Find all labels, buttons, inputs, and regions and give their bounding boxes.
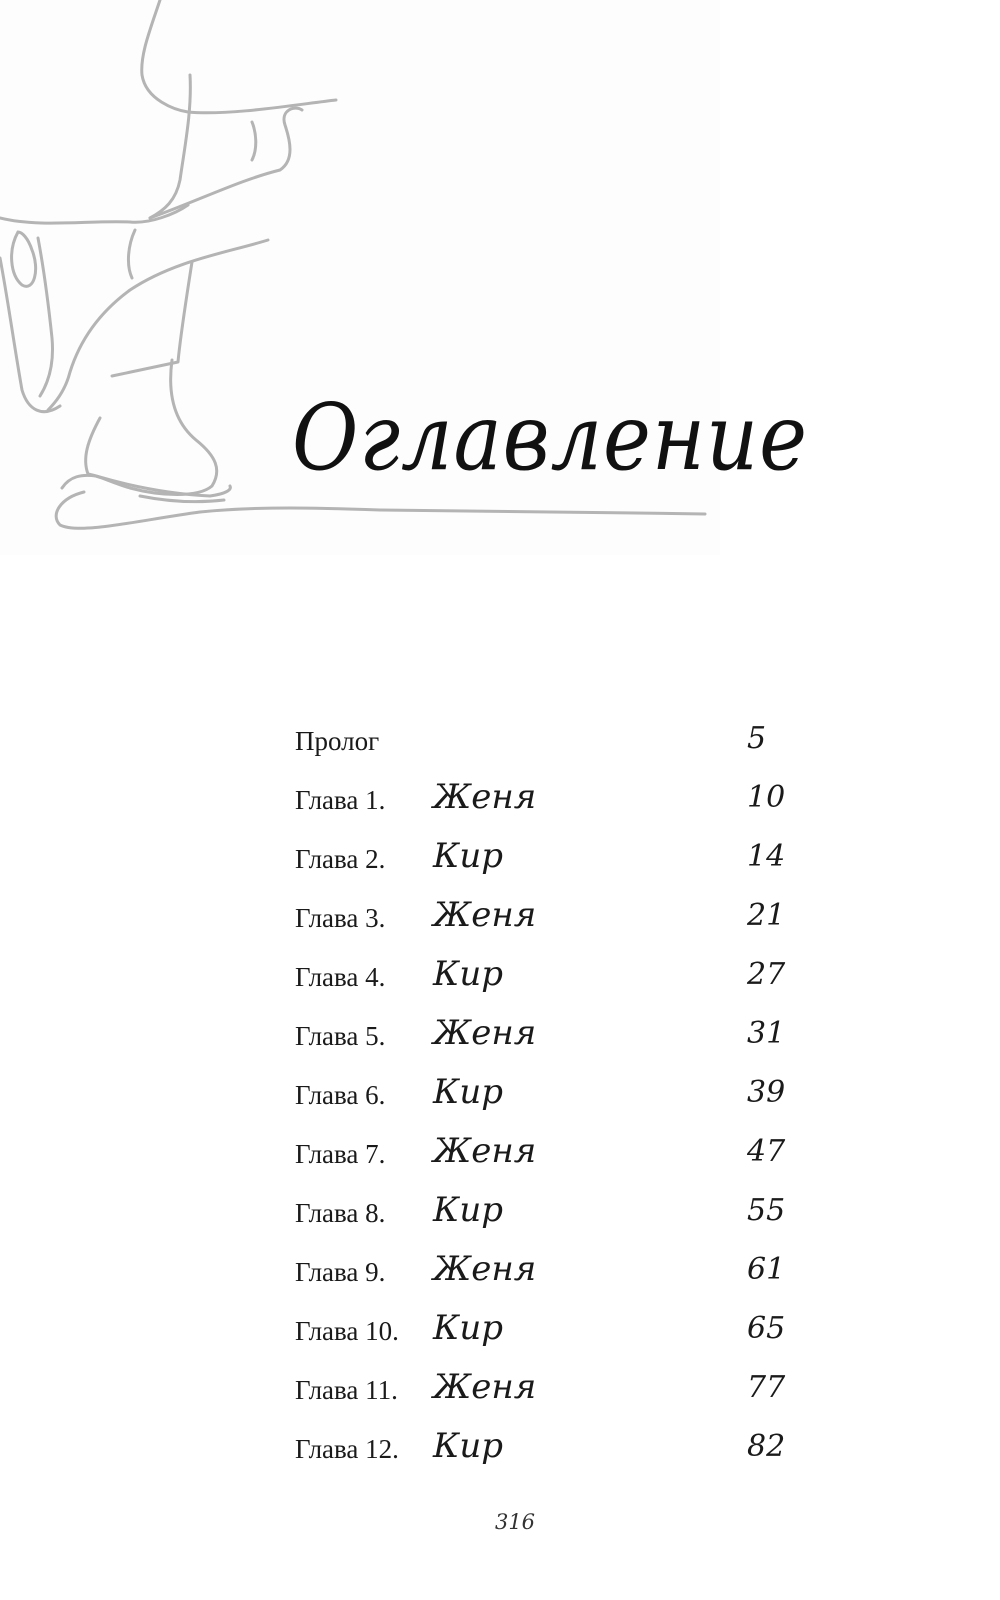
toc-row-chapter-1[interactable] — [295, 777, 815, 836]
toc-page-number: 82 — [747, 1429, 786, 1464]
page-number: 316 — [494, 1510, 536, 1534]
toc-narrator-name: Кир — [433, 1308, 503, 1348]
toc-row-chapter-3[interactable] — [295, 895, 815, 954]
toc-row-chapter-9[interactable] — [295, 1249, 815, 1308]
toc-row-chapter-8[interactable] — [295, 1190, 815, 1249]
toc-narrator-name: Кир — [433, 1072, 503, 1112]
toc-chapter-label: Глава 8. — [295, 1198, 386, 1228]
toc-page-number: 55 — [747, 1193, 786, 1228]
toc-row-chapter-4[interactable] — [295, 954, 815, 1013]
toc-narrator-name: Женя — [433, 1013, 537, 1053]
toc-page-number: 31 — [747, 1016, 786, 1051]
skate-heel — [86, 418, 100, 474]
toc-page-number: 77 — [747, 1370, 786, 1405]
toc-page-number: 5 — [747, 721, 767, 756]
skater-free-leg — [112, 262, 192, 376]
page-title: Оглавление — [292, 384, 808, 491]
toc-page-number: 10 — [747, 780, 786, 815]
skater-body-line — [38, 238, 53, 396]
toc-page-number: 27 — [747, 957, 786, 992]
toc-chapter-label: Глава 2. — [295, 844, 386, 874]
toc-page-number: 61 — [747, 1252, 786, 1287]
toc-narrator-name: Кир — [433, 954, 503, 994]
toc-row-chapter-7[interactable] — [295, 1131, 815, 1190]
toc-narrator-name: Женя — [433, 1249, 537, 1289]
toc-row-chapter-11[interactable] — [295, 1367, 815, 1426]
toc-row-chapter-2[interactable] — [295, 836, 815, 895]
toc-narrator-name: Женя — [433, 1367, 537, 1407]
toc-chapter-label: Глава 9. — [295, 1257, 386, 1287]
toc-narrator-name: Женя — [433, 1131, 537, 1171]
toc-row-chapter-12[interactable] — [295, 1426, 815, 1485]
toc-page-number: 39 — [747, 1075, 786, 1110]
toc-row-chapter-5[interactable] — [295, 1013, 815, 1072]
toc-narrator-name: Кир — [433, 1190, 503, 1230]
toc-row-chapter-6[interactable] — [295, 1072, 815, 1131]
toc-page-number: 47 — [747, 1134, 786, 1169]
skate-boot — [88, 360, 217, 495]
toc-chapter-label: Глава 1. — [295, 785, 386, 815]
toc-row-prologue[interactable] — [295, 718, 815, 777]
toc-chapter-label: Глава 7. — [295, 1139, 386, 1169]
skater-boot-upper — [150, 108, 302, 218]
skater-hand-line — [12, 232, 36, 286]
toc-chapter-label: Глава 6. — [295, 1080, 386, 1110]
toc-page-number: 65 — [747, 1311, 786, 1346]
toc-narrator-name: Кир — [433, 1426, 503, 1466]
toc-chapter-label: Глава 12. — [295, 1434, 399, 1464]
toc-narrator-name: Кир — [433, 836, 503, 876]
toc-row-chapter-10[interactable] — [295, 1308, 815, 1367]
skater-calf-line — [48, 240, 268, 410]
toc-chapter-label: Глава 3. — [295, 903, 386, 933]
skater-knee-line — [128, 230, 135, 278]
toc-chapter-label: Глава 10. — [295, 1316, 399, 1346]
toc-narrator-name: Женя — [433, 777, 537, 817]
toc-chapter-label: Глава 4. — [295, 962, 386, 992]
toc-narrator-name: Женя — [433, 895, 537, 935]
skater-leg-line-1 — [142, 0, 336, 113]
toc-chapter-label: Глава 11. — [295, 1375, 398, 1405]
toc-page-number: 21 — [747, 898, 786, 933]
table-of-contents — [295, 718, 815, 1485]
toc-chapter-label: Пролог — [295, 726, 380, 756]
skater-boot-lace — [252, 122, 256, 160]
toc-chapter-label: Глава 5. — [295, 1021, 386, 1051]
toc-page-number: 14 — [747, 839, 786, 874]
